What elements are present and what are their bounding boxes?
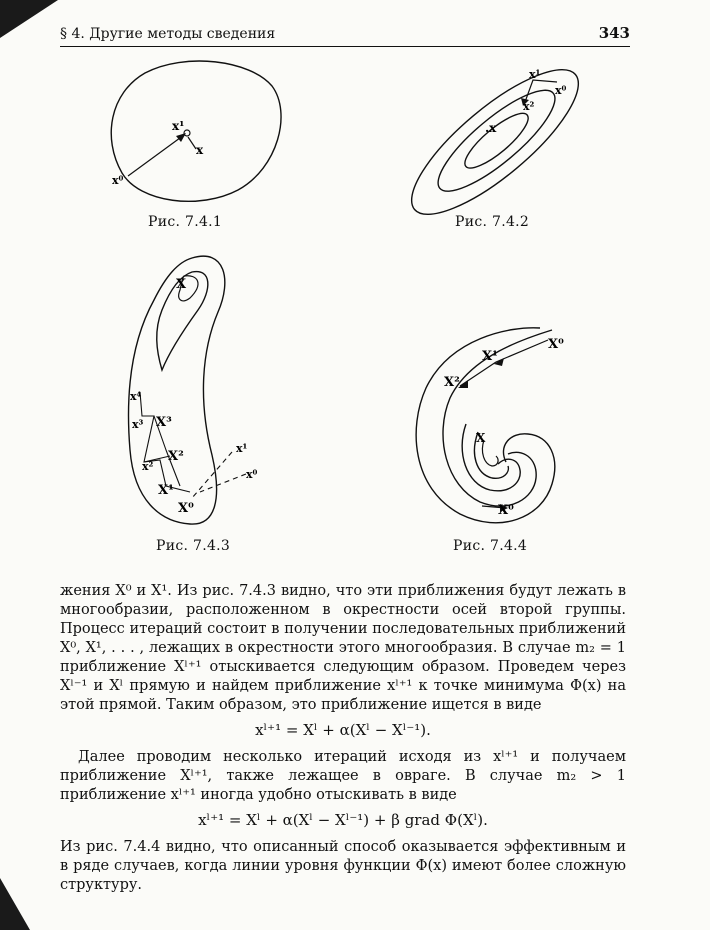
figure-7-4-3 xyxy=(120,250,280,530)
paragraph-3: Из рис. 7.4.4 видно, что описанный способ оказывается эффективным и в ряде случаев, когда линии уровня функции Φ(x) имеют более сложную структуру. xyxy=(60,839,626,893)
label-X0: X⁰ xyxy=(548,337,564,352)
label-x2: x² xyxy=(142,460,154,473)
paragraph-2: Далее проводим несколько итераций исходя из xˡ⁺¹ и получаем приближение Xˡ⁺¹, также лежащее в овраге. В случае m₂ > 1 приближение xˡ⁺¹ иногда удобно отыскивать в виде xyxy=(60,749,626,803)
dashed-line-x1 xyxy=(192,452,232,498)
label-X2: X² xyxy=(168,449,184,464)
label-xr0: x⁰ xyxy=(246,468,258,481)
formula-1: xˡ⁺¹ = Xˡ + α(Xˡ − Xˡ⁻¹). xyxy=(255,721,431,739)
label-x1: x¹ xyxy=(529,68,541,81)
label-x2: x² xyxy=(523,100,535,113)
short-arrow xyxy=(188,137,196,149)
page-header xyxy=(60,26,630,46)
label-X1: X¹ xyxy=(158,483,174,498)
caption-7-4-1: Рис. 7.4.1 xyxy=(148,214,223,230)
body-text xyxy=(60,582,626,895)
gradient-arrow xyxy=(128,135,184,176)
label-x0: x⁰ xyxy=(555,84,567,97)
level-curve xyxy=(111,61,281,201)
paragraph-1: жения X⁰ и X¹. Из рис. 7.4.3 видно, что эти приближения будут лежать в многообразии, расположенном в окрестности осей второй группы. Процесс итераций состоит в получении последовательных приближений X⁰, X¹, . . . , лежащих в окрестности этого многообразия. В случае m₂ = 1 приближение Xˡ⁺¹ отыскивается следующим образом. Проведем через Xˡ⁻¹ и Xˡ прямую и найдем приближение xˡ⁺¹ к точке минимума Φ(x) на этой прямой. Таким образом, это приближение ищется в виде xyxy=(60,583,626,713)
header-rule xyxy=(60,46,630,47)
caption-7-4-3: Рис. 7.4.3 xyxy=(156,538,231,554)
label-X: X xyxy=(176,277,187,292)
formula-2: xˡ⁺¹ = Xˡ + α(Xˡ − Xˡ⁻¹) + β grad Φ(Xˡ). xyxy=(198,811,488,829)
caption-7-4-4: Рис. 7.4.4 xyxy=(453,538,528,554)
label-X: X xyxy=(476,431,486,445)
label-X0: X⁰ xyxy=(178,501,194,516)
figure-7-4-1 xyxy=(100,58,300,208)
spiral-third xyxy=(462,424,520,491)
scan-corner-bottom xyxy=(0,878,30,930)
running-head: § 4. Другие методы сведения xyxy=(60,26,276,42)
dashed-line-x0 xyxy=(200,474,246,492)
label-x0: x⁰ xyxy=(112,174,124,187)
zigzag-path xyxy=(140,392,190,492)
label-x: x xyxy=(196,143,204,157)
level-curve-outer xyxy=(128,256,224,524)
label-x: .x xyxy=(485,121,497,135)
level-curve-inner xyxy=(458,106,535,176)
label-X1: X¹ xyxy=(482,349,498,364)
scan-corner-top xyxy=(0,0,58,38)
label-x4: x⁴ xyxy=(130,390,142,403)
level-curve-outer xyxy=(393,48,598,235)
label-X3: X³ xyxy=(156,415,172,430)
point-x1 xyxy=(184,130,190,136)
label-X0b: X⁰ xyxy=(498,503,514,518)
label-X2: X² xyxy=(444,375,460,390)
label-x3: x³ xyxy=(132,418,144,431)
descent-arrows xyxy=(460,340,548,386)
page-number: 343 xyxy=(598,24,630,42)
label-xr1: x¹ xyxy=(236,442,248,455)
figure-7-4-2 xyxy=(405,62,605,212)
caption-7-4-2: Рис. 7.4.2 xyxy=(455,214,530,230)
figure-7-4-4 xyxy=(410,318,600,528)
label-x1: x¹ xyxy=(172,119,185,133)
